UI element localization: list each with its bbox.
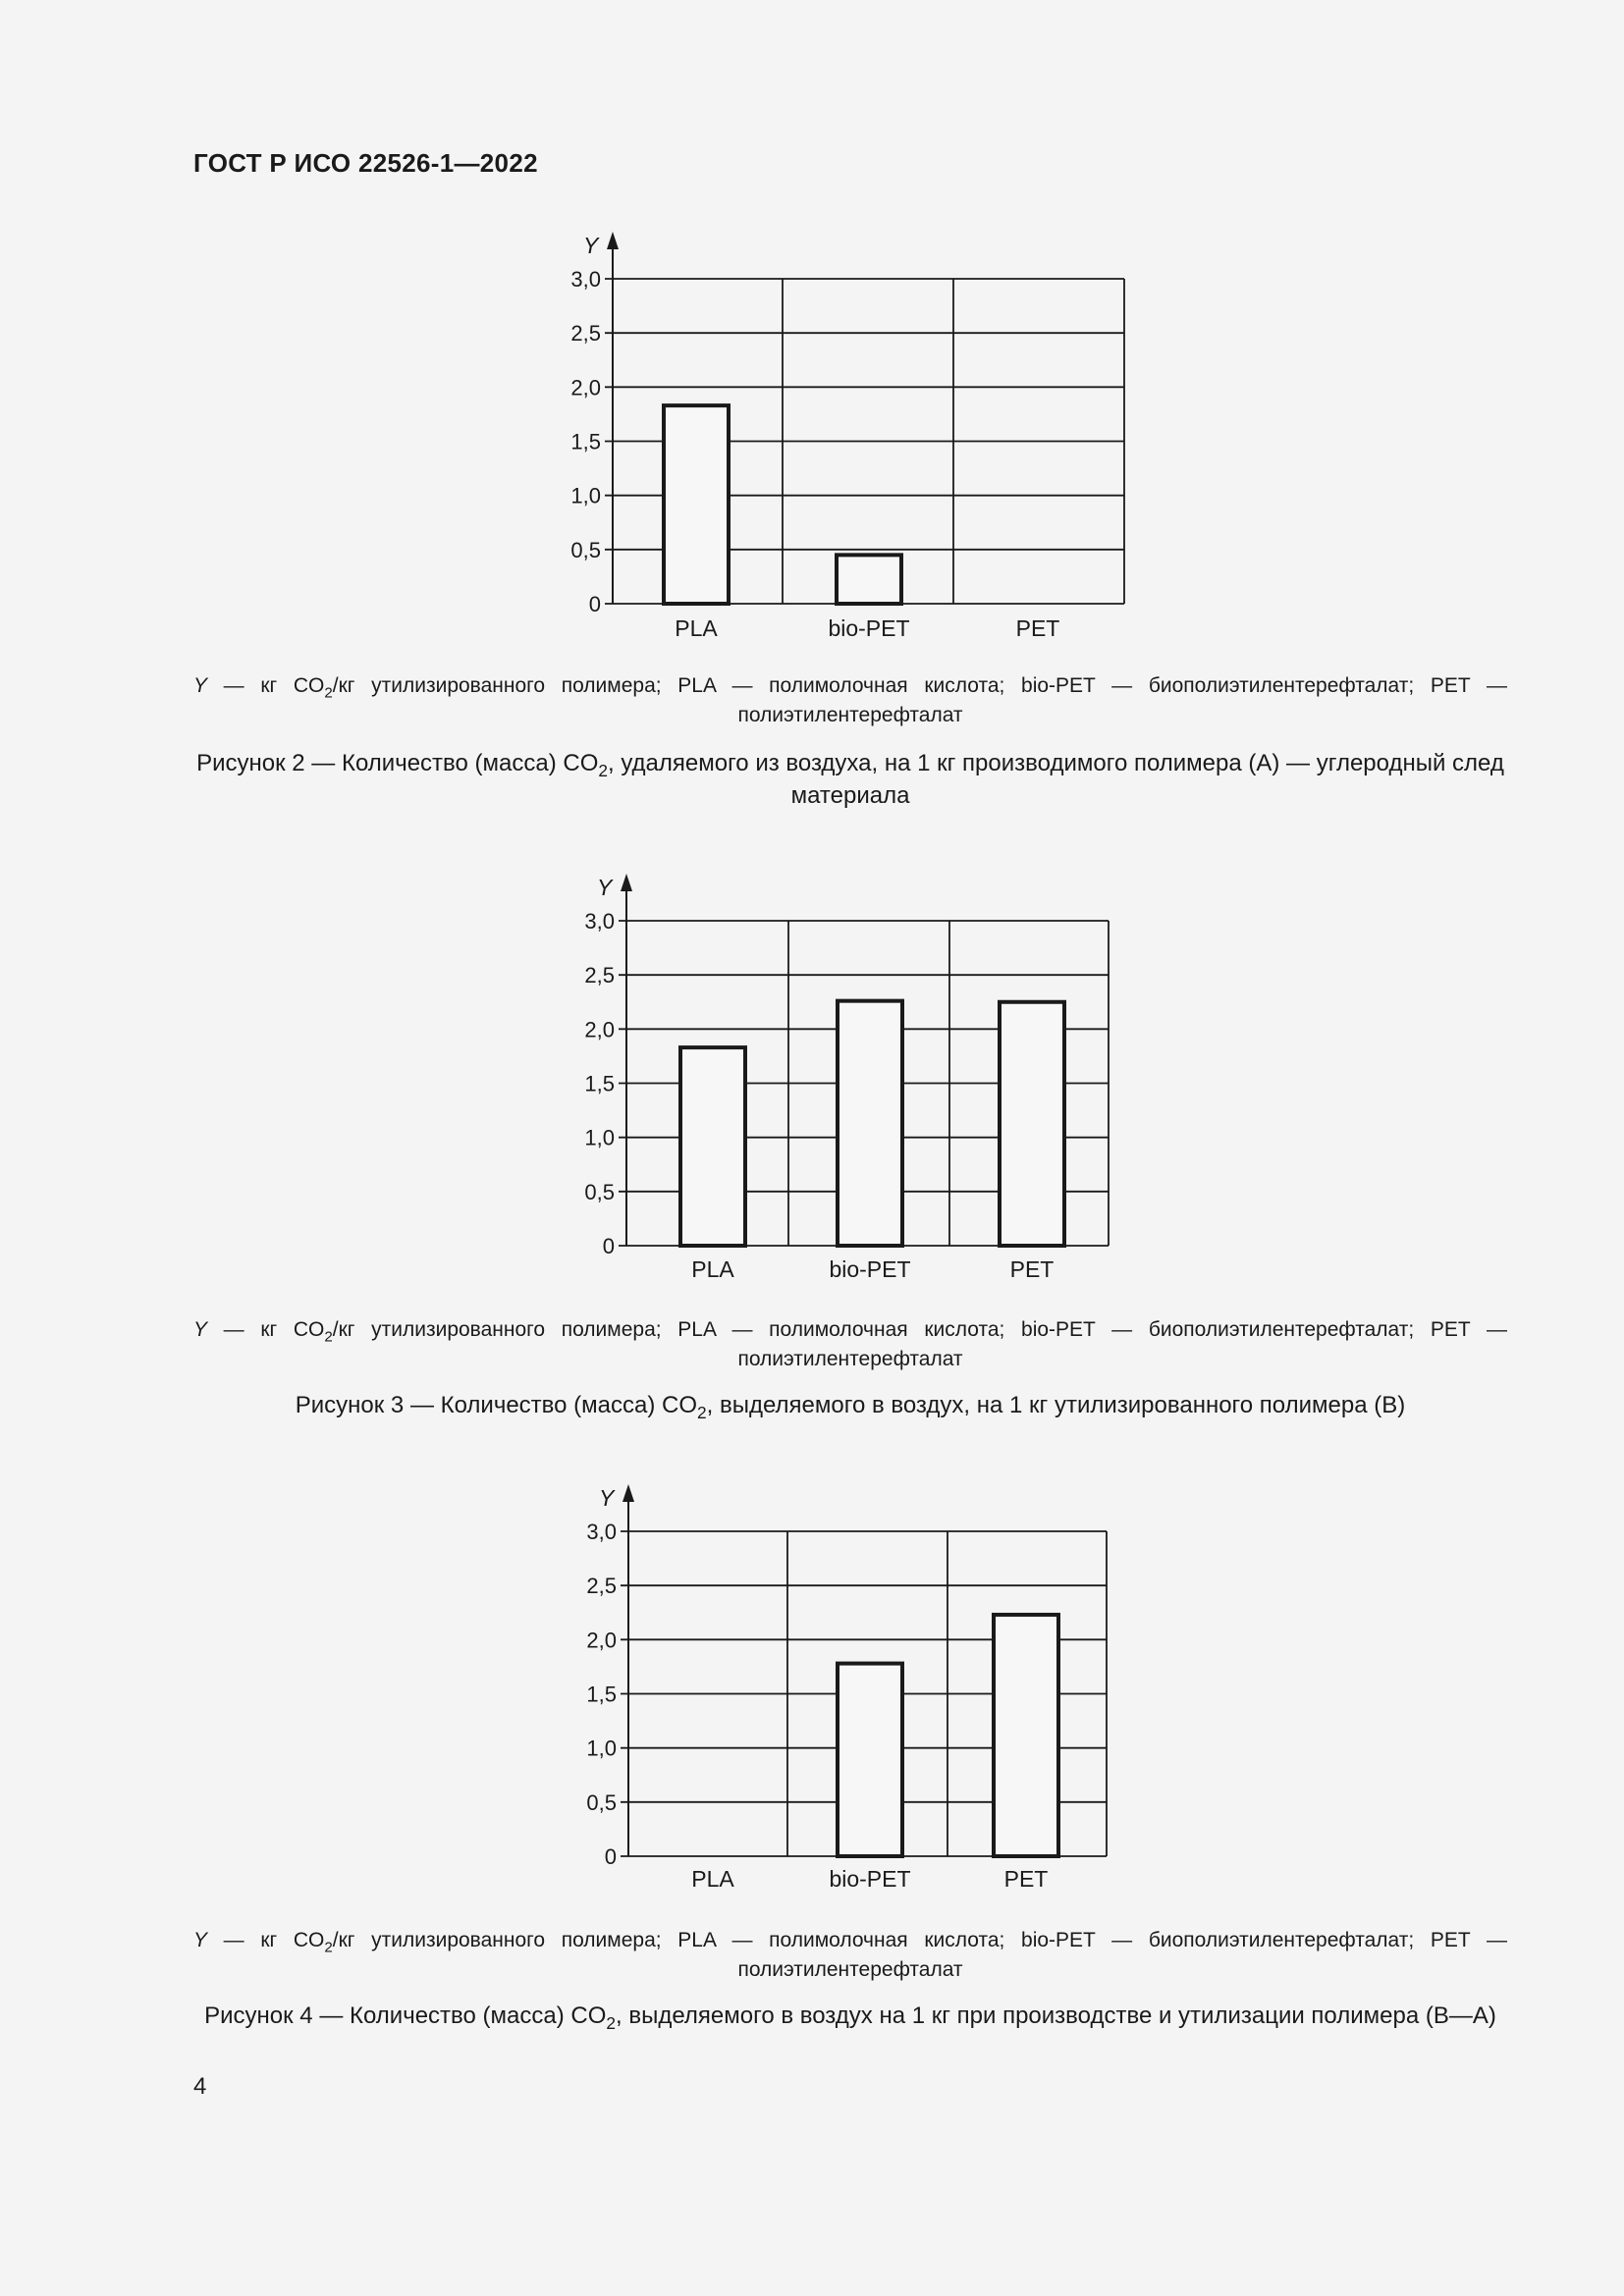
y-tick-label: 3,0 [570,267,601,292]
caption-text-before: Рисунок 3 — Количество (масса) CO [295,1392,698,1418]
caption-text-before: Рисунок 2 — Количество (масса) CO [196,750,599,776]
y-tick-label: 2,0 [586,1628,617,1653]
y-tick-label: 2,5 [584,963,615,988]
x-category-label: PET [1003,1866,1049,1892]
y-tick-label: 1,5 [570,429,601,454]
legend-subscript: 2 [324,1939,333,1956]
y-tick-label: 0 [588,592,601,616]
caption-text-after: , выделяемого в воздух, на 1 кг утилизированного полимера (B) [706,1392,1406,1418]
y-tick-label: 0,5 [584,1179,615,1204]
x-category-label: bio-PET [829,1866,911,1892]
bar-bio-pet [838,1664,902,1856]
legend-y-symbol: Y [193,674,208,697]
legend-y-symbol: Y [193,1929,208,1951]
legend-y-symbol: Y [193,1318,208,1341]
y-tick-label: 1,0 [584,1125,615,1150]
y-tick-label: 0 [602,1234,615,1258]
caption-text-after: , удаляемого из воздуха, на 1 кг производимого полимера (A) — углеродный след материала [607,750,1504,809]
document-header: ГОСТ Р ИСО 22526-1—2022 [193,148,538,178]
y-axis-label: Y [599,1485,615,1511]
x-category-label: PLA [691,1866,734,1892]
legend-subscript: 2 [324,1328,333,1346]
figure-4-caption [193,2000,1507,2032]
y-axis-arrow-icon [623,1484,634,1502]
legend-text-part2: /кг утилизированного полимера; PLA — полимолочная кислота; bio-PET — биополиэтилентерефталат; PET — полиэтилентерефталат [332,674,1507,726]
caption-subscript: 2 [598,761,608,781]
bar-pet [994,1615,1058,1856]
y-tick-label: 0,5 [586,1789,617,1815]
x-category-label: bio-PET [828,615,910,641]
page-number: 4 [193,2073,207,2100]
legend-text-part1: — кг CO [207,674,325,697]
x-category-label: PLA [675,615,718,641]
y-tick-label: 2,5 [586,1574,617,1599]
x-category-label: PLA [691,1256,734,1282]
caption-text-before: Рисунок 4 — Количество (масса) CO [204,2002,607,2029]
y-tick-label: 3,0 [584,909,615,934]
y-tick-label: 2,0 [584,1017,615,1042]
y-tick-label: 1,5 [584,1071,615,1096]
figure-4-legend [193,1926,1507,1985]
y-tick-label: 0,5 [570,537,601,562]
legend-subscript: 2 [324,684,333,702]
legend-text-part1: — кг CO [207,1318,325,1341]
y-tick-label: 1,0 [586,1735,617,1761]
x-category-label: PET [1015,615,1060,641]
y-tick-label: 3,0 [586,1520,617,1544]
y-tick-label: 0 [604,1844,617,1869]
caption-subscript: 2 [697,1403,707,1423]
caption-text-after: , выделяемого в воздух на 1 кг при производстве и утилизации полимера (B—A) [616,2002,1496,2029]
legend-text-part1: — кг CO [207,1929,325,1951]
legend-text-part2: /кг утилизированного полимера; PLA — полимолочная кислота; bio-PET — биополиэтилентерефталат; PET — полиэтилентерефталат [332,1929,1507,1981]
y-tick-label: 2,0 [570,375,601,400]
caption-subscript: 2 [606,2013,616,2034]
x-category-label: bio-PET [829,1256,911,1282]
y-tick-label: 1,0 [570,483,601,508]
y-axis-label: Y [597,875,613,900]
legend-text-part2: /кг утилизированного полимера; PLA — полимолочная кислота; bio-PET — биополиэтилентерефталат; PET — полиэтилентерефталат [332,1318,1507,1370]
y-tick-label: 2,5 [570,321,601,347]
x-category-label: PET [1009,1256,1055,1282]
y-tick-label: 1,5 [586,1682,617,1707]
y-axis-label: Y [583,233,599,258]
